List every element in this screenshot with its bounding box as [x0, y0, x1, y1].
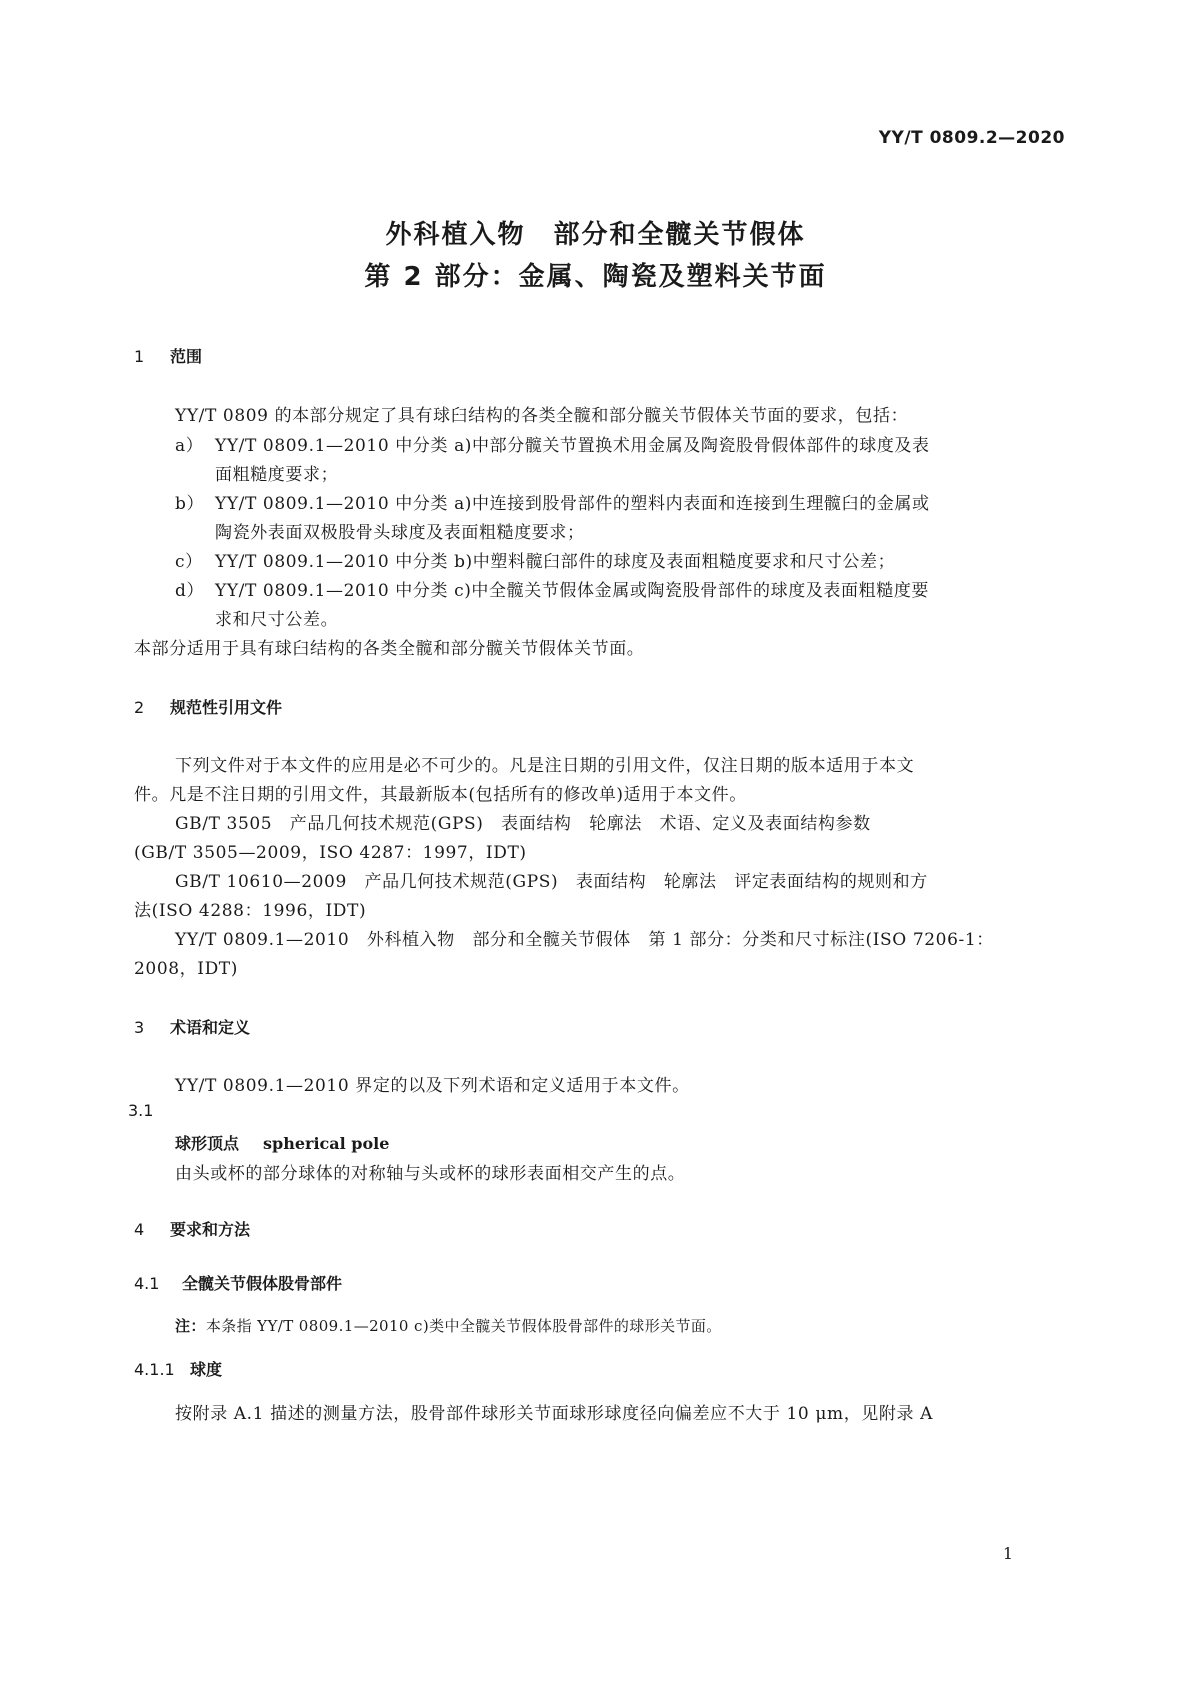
section-title: 规范性引用文件 — [170, 698, 283, 717]
standard-number: YY/T 0809.2—2020 — [878, 128, 1065, 148]
section-number: 2 — [134, 698, 145, 717]
term-entry — [175, 1131, 389, 1154]
section-number: 1 — [134, 347, 145, 366]
section-2-heading — [134, 695, 282, 718]
section-1-closing: 本部分适用于具有球臼结构的各类全髋和部分髋关节假体关节面。 — [134, 639, 645, 659]
note — [175, 1315, 722, 1336]
section-4-body: 按附录 A.1 描述的测量方法，股骨部件球形关节面球形球度径向偏差应不大于 10 μm，见附录 A — [175, 1404, 933, 1424]
subsection-number: 4.1.1 — [134, 1360, 175, 1379]
subsection-title: 球度 — [190, 1360, 223, 1379]
list-item-b-cont: 陶瓷外表面双极股骨头球度及表面粗糙度要求； — [215, 523, 585, 543]
reference-1: GB/T 3505 产品几何技术规范(GPS) 表面结构 轮廓法 术语、定义及表面结构参数 — [175, 814, 871, 834]
section-2-intro-cont: 件。凡是不注日期的引用文件，其最新版本(包括所有的修改单)适用于本文件。 — [134, 785, 747, 805]
section-1-heading — [134, 344, 202, 367]
note-label: 注： — [175, 1317, 206, 1335]
term-zh: 球形顶点 — [175, 1134, 240, 1153]
list-label: b） — [175, 494, 205, 514]
list-item-b — [175, 489, 930, 514]
list-text: YY/T 0809.1—2010 中分类 b)中塑料髋臼部件的球度及表面粗糙度要求和尺寸公差； — [215, 552, 896, 572]
section-number: 3 — [134, 1018, 145, 1037]
subsection-4-1-heading — [134, 1271, 342, 1294]
section-title: 要求和方法 — [170, 1220, 251, 1239]
section-number: 4 — [134, 1220, 145, 1239]
document-title-line2: 第 2 部分：金属、陶瓷及塑料关节面 — [364, 262, 827, 292]
list-text: YY/T 0809.1—2010 中分类 a)中连接到股骨部件的塑料内表面和连接到生理髋臼的金属或 — [215, 494, 930, 514]
page-number: 1 — [1002, 1544, 1013, 1563]
list-label: a） — [175, 436, 204, 456]
term-en: spherical pole — [263, 1134, 390, 1153]
list-item-d — [175, 576, 929, 601]
section-3-intro: YY/T 0809.1—2010 界定的以及下列术语和定义适用于本文件。 — [175, 1076, 690, 1096]
subsection-4-1-1-heading — [134, 1357, 222, 1380]
term-definition: 由头或杯的部分球体的对称轴与头或杯的球形表面相交产生的点。 — [175, 1164, 686, 1184]
reference-2-cont: 法(ISO 4288：1996，IDT) — [134, 901, 367, 921]
list-item-a — [175, 431, 930, 456]
list-label: c） — [175, 552, 203, 572]
section-title: 范围 — [170, 347, 203, 366]
subsection-title: 全髋关节假体股骨部件 — [182, 1274, 343, 1293]
clause-number: 3.1 — [128, 1101, 154, 1120]
reference-3-cont: 2008，IDT) — [134, 959, 238, 979]
list-text: YY/T 0809.1—2010 中分类 c)中全髋关节假体金属或陶瓷股骨部件的球度及表面粗糙度要 — [215, 581, 930, 601]
list-item-a-cont: 面粗糙度要求； — [215, 465, 339, 485]
section-3-heading — [134, 1015, 250, 1038]
note-text: 本条指 YY/T 0809.1—2010 c)类中全髋关节假体股骨部件的球形关节面。 — [205, 1317, 722, 1335]
list-text: YY/T 0809.1—2010 中分类 a)中部分髋关节置换术用金属及陶瓷股骨假体部件的球度及表 — [215, 436, 930, 456]
section-4-heading — [134, 1217, 250, 1240]
reference-1-cont: (GB/T 3505—2009，ISO 4287：1997，IDT) — [134, 843, 527, 863]
reference-3: YY/T 0809.1—2010 外科植入物 部分和全髋关节假体 第 1 部分：分类和尺寸标注(ISO 7206-1： — [175, 930, 994, 950]
list-item-c — [175, 547, 895, 572]
list-label: d） — [175, 581, 205, 601]
section-1-intro: YY/T 0809 的本部分规定了具有球臼结构的各类全髋和部分髋关节假体关节面的要求，包括： — [175, 406, 909, 426]
document-title-line1: 外科植入物 部分和全髋关节假体 — [385, 220, 806, 250]
subsection-number: 4.1 — [134, 1274, 160, 1293]
list-item-d-cont: 求和尺寸公差。 — [215, 610, 339, 630]
section-title: 术语和定义 — [170, 1018, 251, 1037]
reference-2: GB/T 10610—2009 产品几何技术规范(GPS) 表面结构 轮廓法 评定表面结构的规则和方 — [175, 872, 928, 892]
section-2-intro: 下列文件对于本文件的应用是必不可少的。凡是注日期的引用文件，仅注日期的版本适用于本文 — [175, 756, 915, 776]
